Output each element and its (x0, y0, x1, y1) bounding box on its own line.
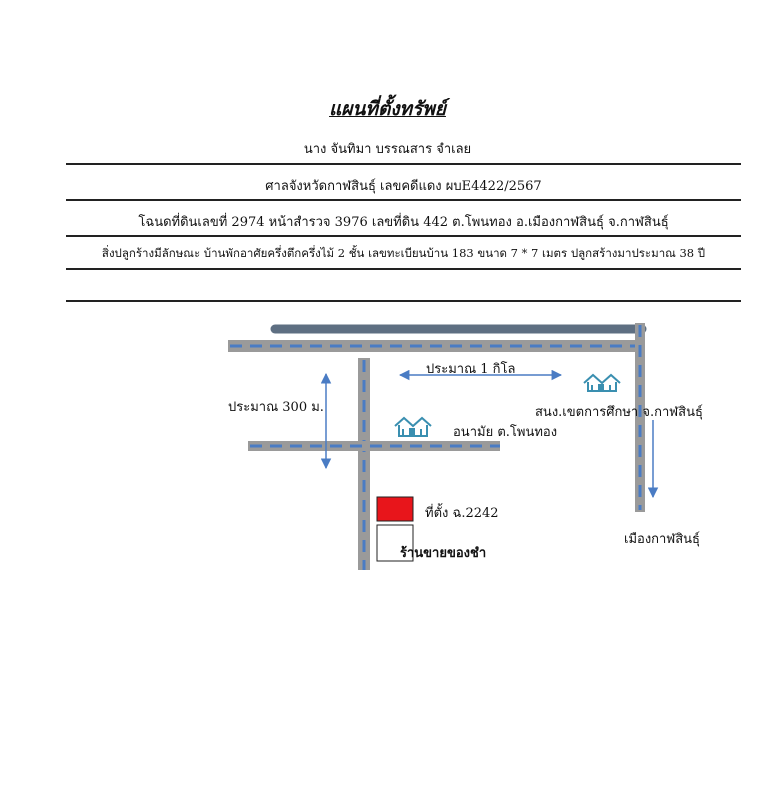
property-marker (377, 497, 413, 521)
distance-300m-label: ประมาณ 300 ม. (228, 400, 324, 415)
deed-row: โฉนดที่ดินเลขที่ 2974 หน้าสำรวจ 3976 เลขที่ดิน 442 ต.โพนทอง อ.เมืองกาฬสินธุ์ จ.กาฬสินธุ์ (138, 215, 669, 230)
shop-label: ร้านขายของชำ (400, 546, 487, 561)
direction-label: เมืองกาฬสินธุ์ (624, 532, 700, 547)
health-center-icon (395, 418, 431, 436)
owner-line: นาง จันทิมา บรรณสาร จำเลย (303, 142, 472, 157)
education-office-label: สนง.เขตการศึกษา จ.กาฬสินธุ์ (535, 405, 703, 420)
court-case-row: ศาลจังหวัดกาฬสินธุ์ เลขคดีแดง ผบE4422/2567 (265, 179, 542, 194)
office-building-icon (584, 375, 620, 391)
document-title: แผนที่ตั้งทรัพย์ (329, 98, 446, 120)
property-label: ที่ตั้ง ฉ.2242 (425, 506, 499, 521)
building-description-row: สิ่งปลูกร้างมีลักษณะ บ้านพักอาศัยครึ่งตึกครึ่งไม้ 2 ชั้น เลขทะเบียนบ้าน 183 ขนาด 7 * 7 เมตร ปลูกสร้างมาประมาณ 38 ปี (101, 246, 706, 260)
health-center-label: อนามัย ต.โพนทอง (453, 425, 558, 440)
distance-1km-label: ประมาณ 1 กิโล (426, 362, 516, 377)
